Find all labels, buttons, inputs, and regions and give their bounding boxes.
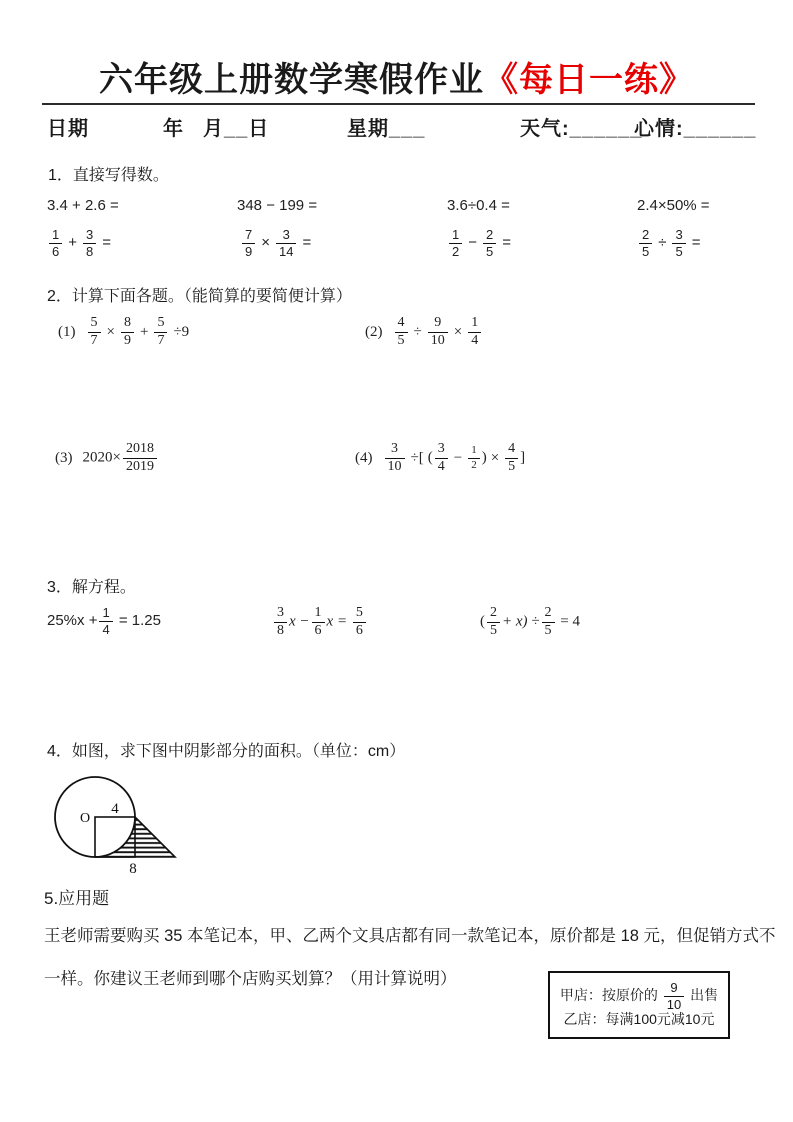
fraction (123, 442, 157, 474)
fraction-denominator: 7 (88, 332, 101, 349)
operator: × (106, 323, 115, 340)
operator: ÷ (413, 323, 422, 340)
operator: − (453, 449, 463, 466)
q2-problem-4 (355, 442, 525, 474)
q2-heading: 2．计算下面各题。（能简算的要简便计算） (47, 288, 352, 305)
fraction-numerator: 5 (90, 315, 98, 330)
operator: × (453, 323, 463, 340)
q3-equation-1 (47, 606, 161, 636)
fraction-numerator: 4 (508, 441, 516, 456)
fraction-numerator: 1 (52, 227, 60, 242)
q1-frac-item-3 (447, 228, 515, 258)
fraction (385, 442, 405, 474)
fraction (99, 606, 112, 636)
fraction-numerator: 2 (544, 605, 552, 620)
q1-item-3: 3.6÷0.4 = (447, 197, 510, 214)
mood-blank: 心情:______ (634, 118, 757, 140)
fraction-denominator: 7 (154, 332, 167, 349)
problem-label: (2) (365, 323, 383, 340)
page-title (0, 52, 793, 101)
fraction (468, 316, 481, 348)
q1-frac-item-2 (240, 228, 315, 258)
fraction-denominator: 4 (435, 458, 448, 475)
promotion-shop-b: 乙店：每满100元减10元 (563, 1011, 715, 1028)
expression-text: + x) ÷ (502, 613, 540, 630)
q3-equation-2 (272, 606, 368, 638)
fraction-denominator: 9 (121, 332, 134, 349)
q1-heading: 1．直接写得数。 (48, 167, 169, 184)
fraction-denominator: 8 (83, 243, 96, 259)
close-bracket: ] (520, 449, 526, 466)
equals-sign: = (691, 234, 701, 252)
fraction-numerator: 3 (675, 227, 683, 242)
close-paren: ) (481, 449, 487, 466)
fraction-numerator: 3 (437, 441, 445, 456)
q1-item-4: 2.4×50% = (637, 197, 710, 214)
fraction-denominator: 5 (505, 458, 518, 475)
fraction (639, 228, 652, 258)
fraction (664, 981, 684, 1011)
equals-sign: = (102, 234, 111, 252)
promotion-text: 甲店：按原价的 (559, 986, 658, 1003)
year-label: 年 (163, 118, 184, 140)
expression-text: x = (326, 613, 348, 630)
fraction (505, 442, 518, 474)
fraction-numerator: 1 (471, 315, 479, 330)
fraction (449, 228, 462, 258)
fraction-numerator: 3 (282, 227, 290, 242)
fraction-denominator: 10 (428, 332, 448, 349)
fraction-denominator: 6 (49, 243, 62, 259)
fraction (672, 228, 685, 258)
fraction-numerator: 5 (355, 605, 363, 620)
fraction-denominator: 5 (487, 622, 500, 639)
equals-sign: = (302, 234, 312, 252)
fraction-denominator: 4 (468, 332, 481, 349)
operator: × (261, 234, 270, 252)
problem-label: (4) (355, 449, 373, 466)
fraction-denominator: 5 (542, 622, 555, 639)
fraction-denominator: 10 (385, 458, 405, 475)
circle-center-label: O (79, 811, 91, 826)
operator: ÷9 (173, 323, 190, 340)
triangle-base-label: 8 (129, 861, 137, 877)
fraction-numerator: 1 (452, 227, 460, 242)
fraction (428, 316, 448, 348)
operator: + (68, 234, 77, 252)
title-main: 六年级上册数学寒假作业 (99, 62, 484, 99)
operator: + (139, 323, 149, 340)
open-paren: ( (480, 613, 485, 630)
fraction-denominator: 4 (99, 621, 112, 637)
fraction (312, 606, 325, 638)
month-day-blank: 月__日 (203, 118, 270, 140)
q3-equation-3 (480, 606, 580, 638)
fraction-denominator: 10 (664, 996, 684, 1012)
q5-text-line-2: 一样。你建议王老师到哪个店购买划算？（用计算说明） (44, 970, 457, 988)
operator: ÷[ (410, 449, 424, 466)
fraction-numerator: 2018 (125, 441, 154, 456)
fraction (542, 606, 555, 638)
q2-problem-2 (365, 316, 483, 348)
fraction-denominator: 6 (353, 622, 366, 639)
fraction (483, 228, 496, 258)
promotion-text: 出售 (690, 986, 719, 1003)
fraction-numerator: 8 (123, 315, 131, 330)
fraction-denominator: 2 (449, 243, 462, 259)
operator: ÷ (658, 234, 667, 252)
fraction-numerator: 5 (157, 315, 165, 330)
open-paren: ( (427, 449, 433, 466)
q4-heading: 4．如图，求下图中阴影部分的面积。（单位：cm） (47, 743, 406, 760)
fraction-denominator: 14 (276, 243, 296, 259)
fraction (49, 228, 62, 258)
operator: × (490, 449, 500, 466)
q1-item-2: 348 − 199 = (237, 197, 318, 214)
fraction (121, 316, 134, 348)
fraction (83, 228, 96, 258)
q1-frac-item-1 (47, 228, 115, 258)
fraction (353, 606, 366, 638)
fraction-numerator: 9 (670, 980, 678, 996)
weather-blank: 天气:______ (520, 118, 643, 140)
fraction-denominator: 5 (672, 243, 685, 259)
operator: − (468, 234, 477, 252)
weekday-blank: 星期___ (347, 118, 426, 140)
fraction (395, 316, 408, 348)
fraction-numerator: 3 (391, 441, 398, 456)
geometry-figure (45, 772, 235, 884)
title-highlight: 《每日一练》 (484, 62, 694, 99)
expression-text: = 1.25 (118, 612, 161, 630)
fraction-numerator: 3 (277, 605, 284, 620)
fraction (88, 316, 101, 348)
date-label: 日期 (47, 118, 89, 140)
q2-problem-3 (55, 442, 159, 474)
fraction-numerator: 4 (397, 315, 405, 330)
fraction-denominator: 2 (468, 458, 480, 472)
fraction (276, 228, 296, 258)
fraction-numerator: 3 (86, 227, 94, 242)
q1-item-1: 3.4 + 2.6 = (47, 197, 119, 214)
fraction-numerator: 2 (490, 605, 497, 620)
fraction-numerator: 2 (486, 227, 494, 242)
fraction-numerator: 9 (434, 315, 442, 330)
fraction-numerator: 1 (102, 605, 110, 620)
expression-text: 2020× (82, 449, 121, 466)
fraction-denominator: 9 (242, 243, 255, 259)
expression-text: 25%x + (47, 612, 98, 630)
q5-heading: 5.应用题 (44, 889, 110, 908)
fraction-numerator: 7 (245, 227, 253, 242)
expression-text: x − (289, 613, 310, 630)
q5-text-line-1: 王老师需要购买 35 本笔记本，甲、乙两个文具店都有同一款笔记本，原价都是 18 元，但促销方式不 (44, 927, 776, 945)
fraction-denominator: 5 (483, 243, 496, 259)
promotion-box (548, 971, 730, 1039)
fraction-numerator: 1 (471, 444, 477, 457)
fraction-denominator: 5 (395, 332, 408, 349)
fraction-denominator: 6 (312, 622, 325, 639)
fraction-denominator: 2019 (123, 458, 157, 475)
q2-problem-1 (58, 316, 193, 348)
fraction (487, 606, 500, 638)
fraction-denominator: 5 (639, 243, 652, 259)
problem-label: (3) (55, 449, 73, 466)
expression-text: = 4 (560, 613, 580, 630)
fraction (242, 228, 255, 258)
fraction (468, 445, 480, 471)
promotion-shop-a (560, 981, 718, 1011)
q3-heading: 3．解方程。 (47, 579, 136, 596)
fraction-numerator: 1 (314, 605, 322, 620)
title-divider (42, 103, 755, 105)
fraction (435, 442, 448, 474)
problem-label: (1) (58, 323, 76, 340)
fraction (274, 606, 287, 638)
fraction (154, 316, 167, 348)
q1-frac-item-4 (637, 228, 704, 258)
equals-sign: = (502, 234, 511, 252)
square-side-label: 4 (111, 801, 119, 817)
fraction-numerator: 2 (642, 227, 650, 242)
fraction-denominator: 8 (274, 622, 287, 639)
